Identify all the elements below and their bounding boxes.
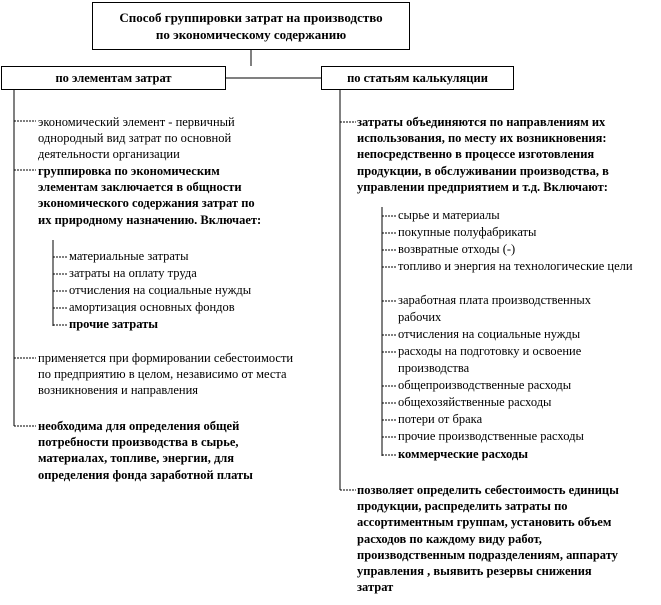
left-necessity: необходима для определения общей потребности производства в сырье, материалах, топливе, энергии, для определения фонда заработной платы: [38, 419, 253, 482]
right-item-commercial: коммерческие расходы: [398, 447, 528, 461]
right-item-waste: возвратные отходы (-): [398, 242, 516, 256]
left-item-other: прочие затраты: [69, 317, 159, 331]
left-branch-header: по элементам затрат: [1, 66, 226, 90]
right-item-general-production: общепроизводственные расходы: [398, 378, 572, 392]
left-usage: применяется при формировании себестоимости по предприятию в целом, независимо от места возникновения и направления: [38, 351, 294, 398]
right-item-raw-materials: сырье и материалы: [398, 208, 500, 222]
right-item-general-business: общехозяйственные расходы: [398, 395, 552, 409]
left-item-wages: затраты на оплату труда: [69, 266, 197, 280]
left-item-depreciation: амортизация основных фондов: [69, 300, 235, 314]
right-item-semifinished: покупные полуфабрикаты: [398, 225, 537, 239]
right-item-defect-losses: потери от брака: [398, 412, 483, 426]
left-definition: экономический элемент - первичный однородный вид затрат по основной деятельности организации: [38, 115, 235, 162]
right-branch-header: по статьям калькуляции: [321, 66, 514, 90]
title-line-2: по экономическому содержанию: [155, 27, 347, 42]
title-line-1: Способ группировки затрат на производство: [119, 10, 383, 25]
right-item-other-production: прочие производственные расходы: [398, 429, 584, 443]
right-item-fuel-energy: топливо и энергия на технологические цели: [398, 259, 633, 273]
left-grouping: группировка по экономическим элементам заключается в общности экономического содержания затрат по их природному назначению. Включает:: [38, 164, 262, 227]
right-item-preparation: расходы на подготовку и освоение производства: [398, 344, 582, 375]
right-item-wages: заработная плата производственных рабочих: [398, 293, 592, 324]
left-item-social: отчисления на социальные нужды: [69, 283, 252, 297]
right-grouping: затраты объединяются по направлениям их использования, по месту их возникновения: непосредственно в процессе изготовления продукции, в обслуживании производства, в управлении предприятием и т.д. Включают:: [357, 115, 609, 194]
right-allows: позволяет определить себестоимость единицы продукции, распределить затраты по ассортиментным группам, установить объем расходов по каждому виду работ, производственным подразделениям, аппарату управления , выявить резервы снижения затрат: [357, 483, 619, 595]
title-box: [92, 2, 410, 50]
left-item-material: материальные затраты: [69, 249, 189, 263]
right-item-social: отчисления на социальные нужды: [398, 327, 581, 341]
